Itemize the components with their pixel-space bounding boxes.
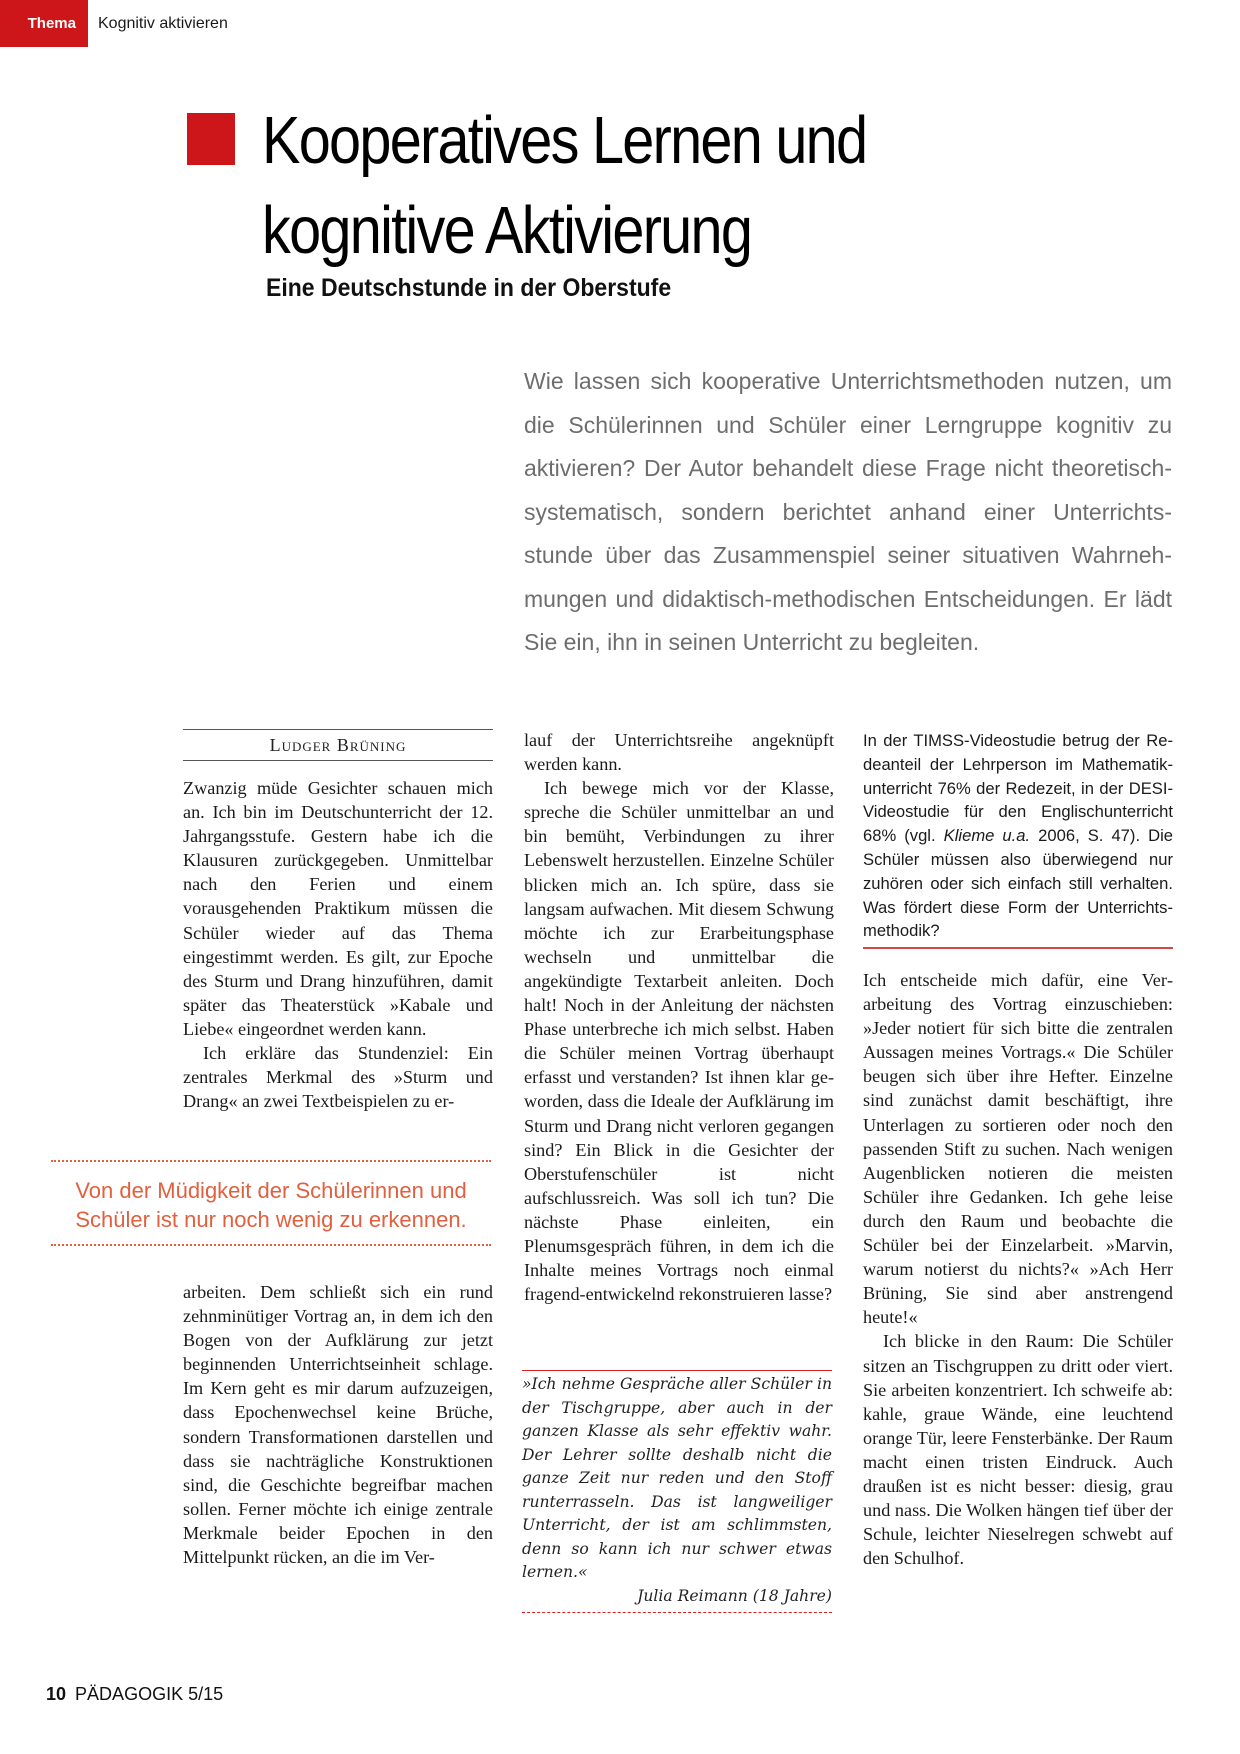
running-header: [0, 0, 228, 47]
info-citation: Klieme u.a.: [943, 826, 1031, 846]
column-1-bottom: [183, 1280, 493, 1569]
column-1-top: [183, 776, 493, 1113]
body-paragraph: Ich erkläre das Stundenziel: Ein zentrales Merkmal des »Sturm und Drang« an zwei Textbeispielen zu er-: [183, 1043, 493, 1112]
info-text: In der TIMSS-Videostudie betrug der Redeanteil der Lehrperson im Mathematikunterricht 76% der Redezeit, in der DESI-Videostudie für den Englischunterricht 68% (vgl.: [863, 731, 1173, 846]
info-text: 2006, S. 47). Die Schüler müssen also überwiegend nur zuhören oder sich einfach still verhalten. Was fördert diese Form der Unterrichtsmethodik?: [863, 826, 1173, 941]
title-line-1: Kooperatives Lernen und: [262, 103, 867, 178]
magazine-issue: PÄDAGOGIK 5/15: [75, 1684, 224, 1704]
student-quote-box: [522, 1370, 832, 1613]
student-quote-author: Julia Reimann (18 Jahre): [637, 1586, 832, 1605]
pull-quote: Von der Müdigkeit der Schülerinnen und Schüler ist nur noch wenig zu erkennen.: [51, 1160, 491, 1246]
body-paragraph: Zwanzig müde Gesichter schauen mich an. Ich bin im Deutschunterricht der 12. Jahrgangsstufe. Gestern habe ich die Klausuren zurückgegeben. Unmittelbar nach den Ferien und einem vorausgehenden Praktikum müssen die Schüler wieder auf das Thema eingestimmt werden. Es gilt, zur Epoche des Sturm und Drang hinzuführen, damit später das Theaterstück »Kabale und Liebe« eingeordnet werden kann.: [183, 778, 493, 1039]
body-paragraph: Ich bewege mich vor der Klasse, spreche die Schüler unmittelbar an und bin bemüht, Verbindungen zu ihrer Lebenswelt herzustellen. Einzelne Schüler blicken mich an. Ich spüre, dass sie langsam aufwachen. Mit diesem Schwung möchte ich zur Erarbeitungsphase wechseln und unmittelbar die angekündigte Textarbeit anleiten. Doch halt! Noch in der Anleitung der nächsten Phase unterbreche ich mich selbst. Haben die Schüler meinen Vortrag überhaupt erfasst und verstanden? Ist ihnen klar geworden, dass die Ideale der Aufklärung im Sturm und Drang nicht verloren gegangen sind? Ein Blick in die Gesichter der Oberstufenschüler ist nicht aufschlussreich. Was soll ich tun? Die nächste Phase einleiten, ein Plenumsgespräch führen, in dem ich die Inhalte meines Vortrags noch einmal fragend-entwickelnd rekonstruieren lasse?: [524, 778, 834, 1305]
page-footer: [46, 1684, 223, 1705]
info-box: [863, 729, 1173, 949]
body-paragraph: Ich blicke in den Raum: Die Schüler sitzen an Tischgruppen zu dritt oder viert. Sie arbeiten konzentriert. Ich schweife ab: kahle, graue Wände, eine leuchtend orange Tür, leere Fensterbänke. Der Raum macht einen tristen Eindruck. Auch draußen ist es nicht besser: diesig, grau und nass. Die Wolken hängen tief über der Schule, leichter Nieselregen schwebt auf den Schulhof.: [863, 1331, 1173, 1569]
page-number: 10: [46, 1684, 67, 1704]
column-3: [863, 968, 1173, 1570]
body-paragraph: arbeiten. Dem schließt sich ein rund zehnminütiger Vortrag an, in dem ich den Bogen von der Aufklärung zur jetzt beginnenden Unterrichtseinheit schlage. Im Kern geht es mir darum aufzuzeigen, dass Epochenwechsel keine Brüche, sondern Transformationen darstellen und dass sie nachträgliche Konstruktionen sind, die Geschichte begreifbar machen sollen. Ferner möchte ich einige zentrale Merkmale beider Epochen in den Mittelpunkt rücken, an die im Ver-: [183, 1282, 493, 1568]
title-line-2: kognitive Aktivierung: [262, 193, 752, 268]
section-title: Kognitiv aktivieren: [98, 14, 228, 32]
column-2: [524, 728, 834, 1306]
article-subtitle: Eine Deutschstunde in der Oberstufe: [266, 274, 672, 302]
article-title: [262, 96, 866, 276]
lead-paragraph: Wie lassen sich kooperative Unterrichtsmethoden nutzen, um die Schülerinnen und Schüler einer Lerngruppe kognitiv zu aktivieren? Der Autor behandelt diese Frage nicht theoretisch-systematisch, sondern berichtet anhand einer Unterrichtsstunde über das Zusammenspiel seiner situativen Wahrnehmungen und didaktisch-methodischen Entscheidungen. Er lädt Sie ein, ihn in seinen Unterricht zu begleiten.: [524, 368, 1172, 655]
title-square-icon: [187, 113, 235, 165]
student-quote-text: »Ich nehme Gespräche aller Schüler in der Tischgruppe, aber auch in der ganzen Klasse als sehr effektiv wahr. Der Lehrer sollte deshalb nicht die ganze Zeit nur reden und den Stoff runterrasseln. Das ist langweiliger Unterricht, der ist am schlimmsten, denn so kann ich nur schwer etwas lernen.«: [522, 1375, 832, 1581]
body-paragraph: lauf der Unterrichtsreihe angeknüpft werden kann.: [524, 730, 834, 775]
body-paragraph: Ich entscheide mich dafür, eine Verarbeitung des Vortrag einzuschieben: »Jeder notiert für sich bitte die zentralen Aussagen meines Vortrags.« Die Schüler beugen sich über ihre Hefter. Einzelne sind zunächst damit beschäftigt, ihre Unterlagen zu sortieren oder noch den passenden Stift zu suchen. Nach wenigen Augenblicken notieren die meisten Schüler ihre Gedanken. Ich gehe leise durch den Raum und beobachte die Schüler bei der Einzelarbeit. »Marvin, warum notierst du nichts?« »Ach Herr Brüning, Sie sind aber anstrengend heute!«: [863, 970, 1173, 1328]
section-tag: Thema: [0, 0, 88, 47]
author-byline: Ludger Brüning: [183, 729, 493, 761]
